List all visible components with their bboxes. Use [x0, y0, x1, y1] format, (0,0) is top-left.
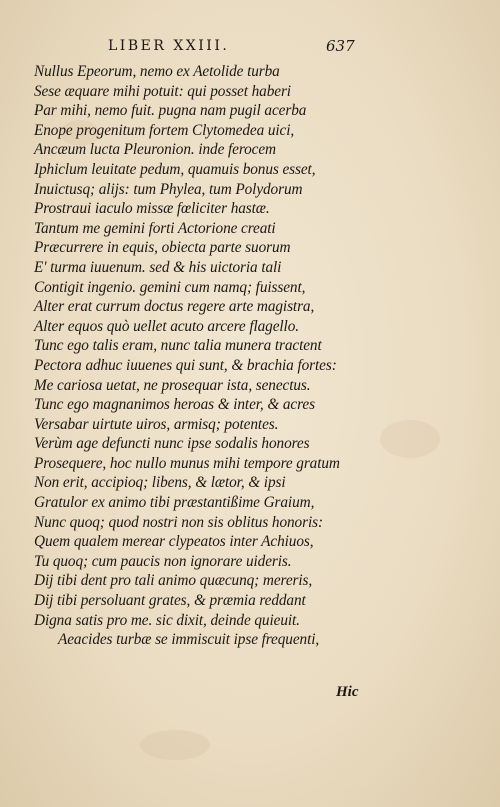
running-title: LIBER XXIII.: [108, 38, 230, 54]
verse-line: Iphiclum leuitate pedum, quamuis bonus esset,: [34, 160, 316, 178]
verse-line: Alter erat currum doctus regere arte magistra,: [34, 298, 315, 316]
verse-line: Gratulor ex animo tibi præstantißime Graium,: [34, 494, 315, 512]
page-number: 637: [326, 37, 355, 55]
verse-line: Dij tibi dent pro tali animo quæcunq; mereris,: [34, 572, 313, 590]
verse-line: Nullus Epeorum, nemo ex Aetolide turba: [34, 63, 280, 80]
verse-line: Contigit ingenio. gemini cum namq; fuissent,: [34, 278, 306, 296]
verse-line: Ancæum lucta Pleuronion. inde ferocem: [34, 141, 276, 159]
catchword: Hic: [336, 684, 359, 700]
paper-stain: [140, 730, 210, 760]
verse-line: Inuictusq; alijs: tum Phylea, tum Polydorum: [34, 180, 303, 198]
verse-line: Prostraui iaculo missæ fœliciter hastæ.: [34, 200, 270, 218]
verse-line: Par mihi, nemo fuit. pugna nam pugil acerba: [34, 102, 307, 120]
verse-line: Nunc quoq; quod nostri non sis oblitus honoris:: [34, 513, 323, 531]
verse-line: Tunc ego magnanimos heroas & inter, & acres: [34, 396, 315, 414]
verse-line: Aeacides turbæ se immiscuit ipse frequenti,: [58, 631, 320, 649]
verse-line: Tu quoq; cum paucis non ignorare uideris.: [34, 552, 292, 570]
verse-line: Enope progenitum fortem Clytomedea uici,: [34, 121, 295, 139]
verse-block: [34, 62, 364, 650]
verse-line: Digna satis pro me. sic dixit, deinde quieuit.: [34, 611, 300, 629]
verse-line: Tunc ego talis eram, nunc talia munera tractent: [34, 337, 322, 355]
verse-line: Dij tibi persoluant grates, & præmia reddant: [34, 592, 306, 610]
verse-line: Quem qualem merear clypeatos inter Achiuos,: [34, 533, 314, 551]
verse-line: Prosequere, hoc nullo munus mihi tempore gratum: [34, 454, 340, 472]
verse-line: Sese æquare mihi potuit: qui posset haberi: [34, 82, 291, 100]
verse-line: Versabar uirtute uiros, armisq; potentes.: [34, 415, 279, 433]
verse-line: Pectora adhuc iuuenes qui sunt, & brachia fortes:: [34, 356, 337, 374]
verse-line: E' turma iuuenum. sed & his uictoria tali: [34, 258, 282, 276]
page-header: [0, 38, 500, 58]
verse-line: Alter equos quò uellet acuto arcere flagello.: [34, 317, 299, 335]
verse-line: Non erit, accipioq; libens, & lætor, & ipsi: [34, 474, 286, 492]
verse-line: Me cariosa uetat, ne prosequar ista, senectus.: [34, 376, 311, 394]
verse-line: Præcurrere in equis, obiecta parte suorum: [34, 239, 291, 257]
verse-line: Verùm age defuncti nunc ipse sodalis honores: [34, 435, 310, 453]
paper-stain: [380, 420, 440, 458]
verse-line: Tantum me gemini forti Actorione creati: [34, 219, 276, 237]
